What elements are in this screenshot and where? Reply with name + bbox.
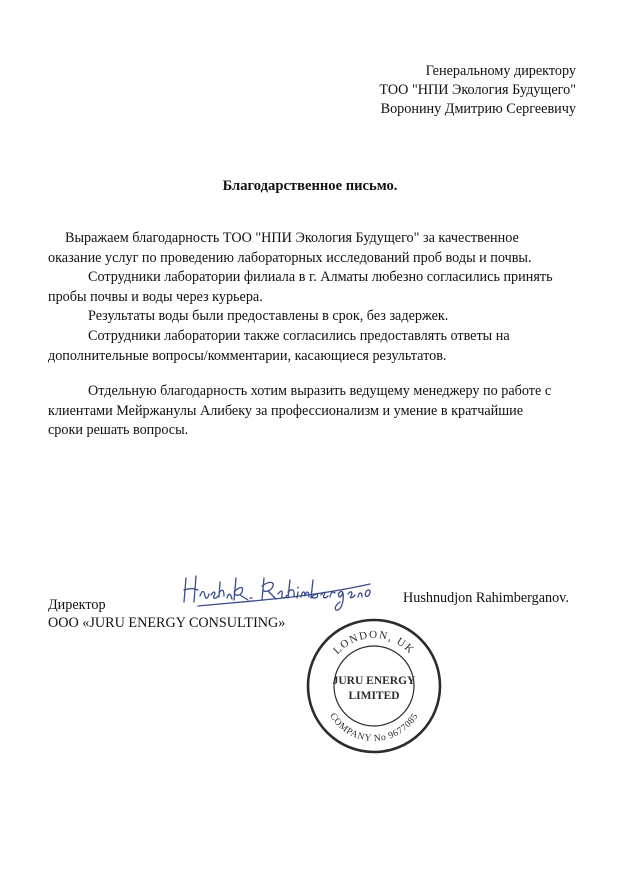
paragraph-samples [48, 268, 608, 307]
signature-left-block [48, 596, 285, 632]
paragraph-gratitude [48, 229, 608, 268]
signer-position: Директор [48, 597, 106, 613]
stamp-bottom-text: COMPANY No 9677085 [327, 711, 421, 745]
letter-title: Благодарственное письмо. [222, 178, 398, 194]
stamp-top-text: LONDON, UK [331, 628, 417, 657]
signer-name: Hushnudjon Rahimberganov. [403, 590, 569, 606]
paragraph-line: клиентами Мейржанулы Алибеку за профессионализм и умение в кратчайшие [48, 402, 524, 419]
paragraph-manager [48, 382, 608, 441]
company-stamp [304, 616, 444, 756]
paragraph-line: пробы почвы и воды через курьера. [48, 288, 263, 305]
paragraph-results [48, 307, 608, 327]
paragraph-line: сроки решать вопросы. [48, 422, 189, 439]
paragraph-answers [48, 327, 608, 366]
paragraph-line: Отдельную благодарность хотим выразить ведущему менеджеру по работе с [88, 383, 552, 399]
recipient-block [379, 62, 576, 119]
stamp-center-line2: LIMITED [348, 690, 400, 702]
paragraph-line: Результаты воды были предоставлены в срок, без задержек. [88, 308, 449, 324]
paragraph-line: Сотрудники лаборатории филиала в г. Алматы любезно согласились принять [88, 269, 553, 285]
recipient-title: Генеральному директору [425, 63, 576, 79]
signer-company: ООО «JURU ENERGY CONSULTING» [48, 615, 286, 631]
recipient-company: ТОО "НПИ Экология Будущего" [379, 82, 576, 98]
paragraph-line: дополнительные вопросы/комментарии, касающиеся результатов. [48, 347, 447, 364]
recipient-person: Воронину Дмитрию Сергеевичу [380, 101, 576, 117]
paragraph-line: Сотрудники лаборатории также согласились предоставлять ответы на [88, 328, 510, 344]
stamp-center-line1: JURU ENERGY [332, 675, 416, 687]
paragraph-line: Выражаем благодарность ТОО "НПИ Экология Будущего" за качественное [65, 230, 519, 246]
paragraph-line: оказание услуг по проведению лабораторных исследований проб воды и почвы. [48, 249, 532, 266]
